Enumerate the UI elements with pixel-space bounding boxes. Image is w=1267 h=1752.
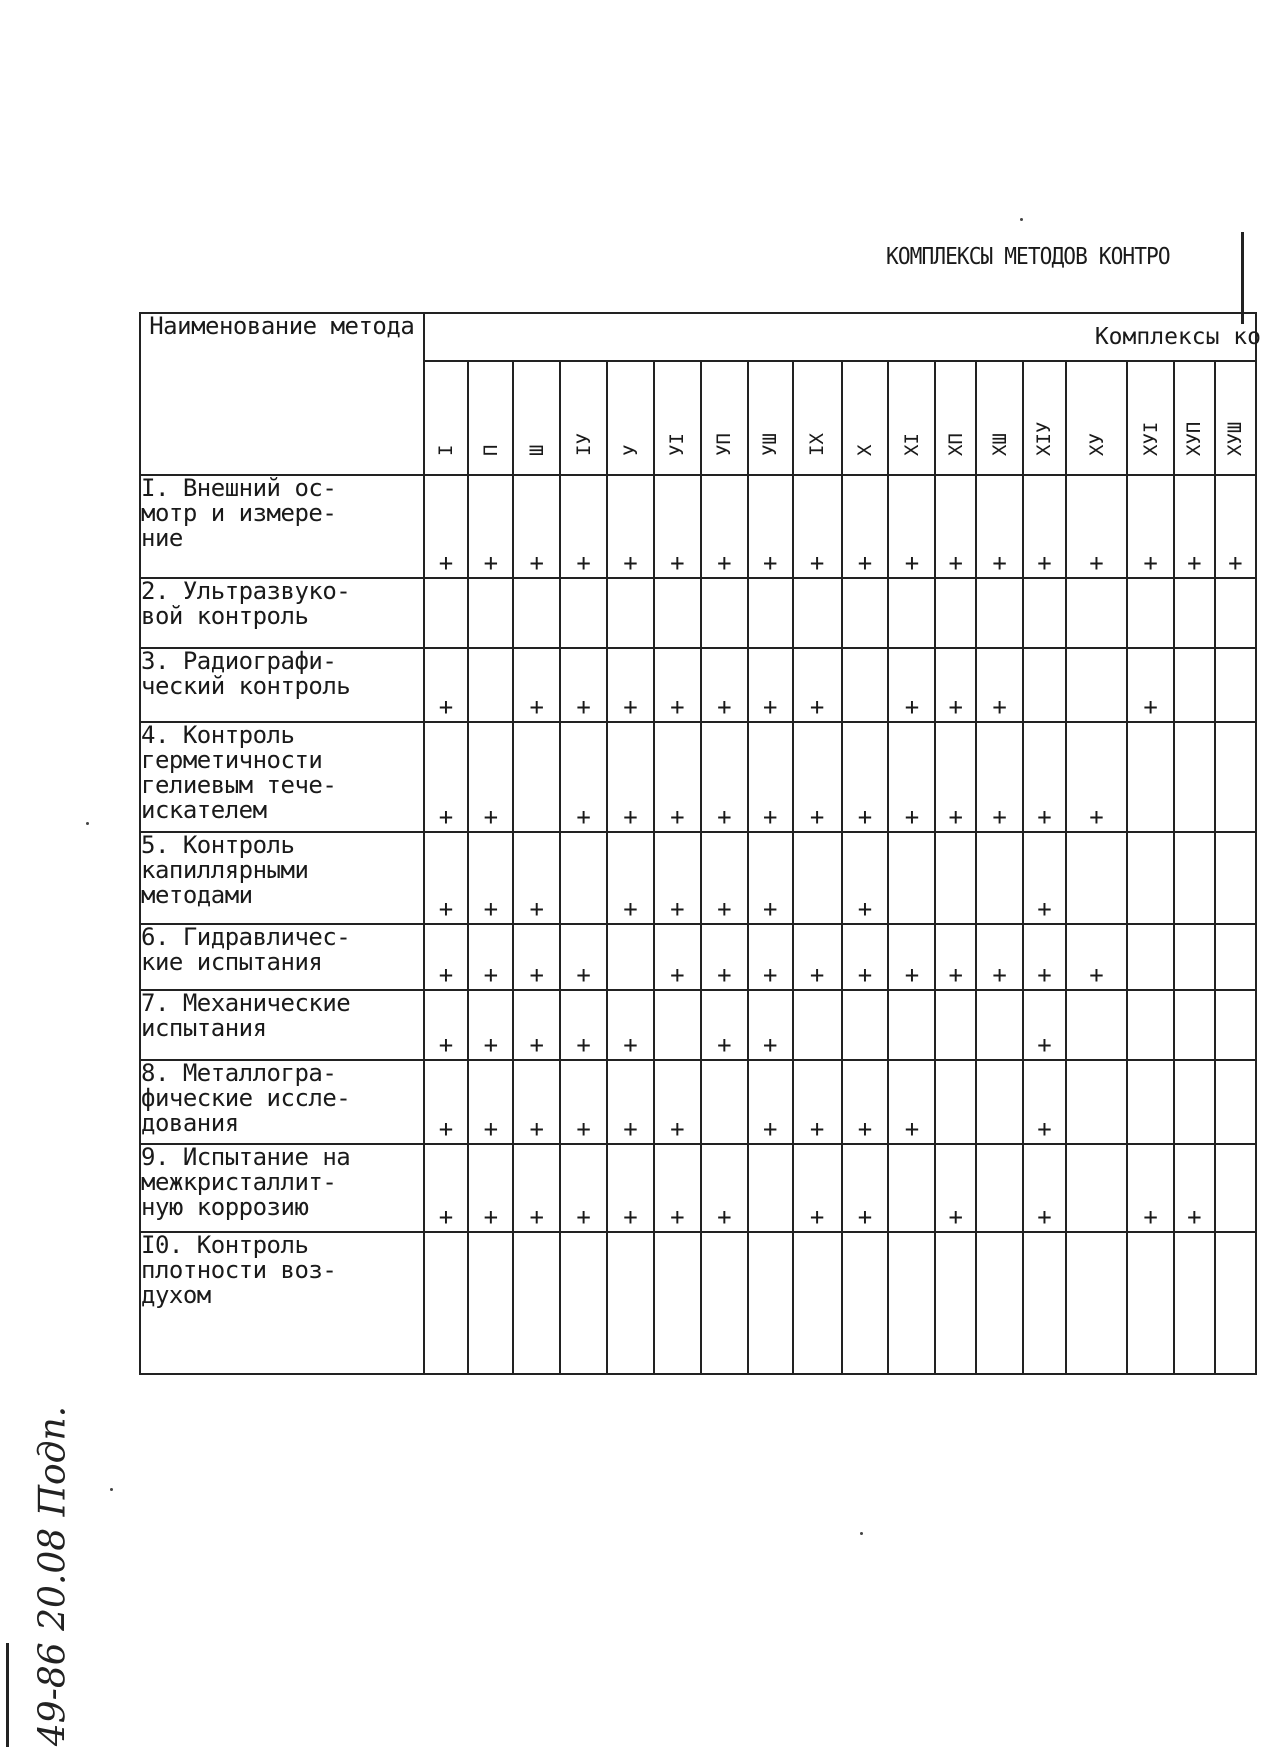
mark-cell <box>1023 648 1066 722</box>
mark-cell: + <box>424 924 469 990</box>
mark-cell: + <box>701 475 748 578</box>
mark-cell <box>1127 578 1174 648</box>
complexes-header-text: Комплексы ко <box>1094 324 1261 350</box>
mark-cell: + <box>748 722 793 832</box>
mark-cell <box>976 990 1023 1060</box>
mark-cell <box>1174 1232 1215 1374</box>
mark-cell <box>1215 832 1256 924</box>
mark-cell: + <box>424 1060 469 1144</box>
mark-cell: + <box>607 990 654 1060</box>
mark-cell: + <box>842 475 889 578</box>
mark-cell <box>654 1232 701 1374</box>
mark-cell <box>748 1232 793 1374</box>
mark-cell <box>654 990 701 1060</box>
mark-cell: + <box>424 475 469 578</box>
mark-cell: + <box>560 648 607 722</box>
mark-cell <box>976 1144 1023 1232</box>
method-name-cell: 4. Контроль герметичности гелиевым тече- искателем <box>140 722 424 832</box>
column-number-header <box>976 361 1023 475</box>
column-number-header <box>424 361 469 475</box>
mark-cell: + <box>1023 832 1066 924</box>
column-number-label: ХI <box>900 433 923 456</box>
column-number-label: I <box>434 444 457 456</box>
mark-cell <box>935 832 976 924</box>
mark-cell <box>935 1232 976 1374</box>
mark-cell <box>607 1232 654 1374</box>
table-row <box>140 648 1256 722</box>
mark-cell <box>888 1232 935 1374</box>
mark-cell <box>424 578 469 648</box>
mark-cell: + <box>468 722 513 832</box>
mark-cell: + <box>468 475 513 578</box>
mark-cell <box>468 648 513 722</box>
mark-cell: + <box>607 648 654 722</box>
mark-cell <box>748 578 793 648</box>
mark-cell: + <box>654 648 701 722</box>
column-number-header <box>513 361 560 475</box>
mark-cell <box>424 1232 469 1374</box>
mark-cell <box>935 990 976 1060</box>
mark-cell <box>976 1232 1023 1374</box>
mark-cell: + <box>748 924 793 990</box>
mark-cell: + <box>607 1144 654 1232</box>
mark-cell <box>1066 990 1127 1060</box>
column-number-header <box>560 361 607 475</box>
document-title: КОМПЛЕКСЫ МЕТОДОВ КОНТРО <box>886 244 1170 270</box>
mark-cell: + <box>468 1060 513 1144</box>
mark-cell: + <box>654 1144 701 1232</box>
methods-table <box>139 312 1261 1375</box>
mark-cell <box>607 924 654 990</box>
mark-cell: + <box>468 924 513 990</box>
mark-cell <box>1174 648 1215 722</box>
table-row <box>140 578 1256 648</box>
mark-cell <box>1127 722 1174 832</box>
column-number-label: ХУП <box>1183 421 1206 456</box>
mark-cell: + <box>793 1060 842 1144</box>
mark-cell: + <box>748 832 793 924</box>
mark-cell: + <box>654 722 701 832</box>
mark-cell <box>1127 990 1174 1060</box>
mark-cell: + <box>748 648 793 722</box>
column-number-label: Ш <box>525 444 548 456</box>
method-name-cell: 2. Ультразвуко- вой контроль <box>140 578 424 648</box>
mark-cell <box>888 1144 935 1232</box>
mark-cell <box>888 832 935 924</box>
mark-cell <box>935 1060 976 1144</box>
mark-cell <box>1066 578 1127 648</box>
mark-cell: + <box>842 832 889 924</box>
column-number-header <box>793 361 842 475</box>
mark-cell: + <box>976 648 1023 722</box>
mark-cell <box>1066 1060 1127 1144</box>
mark-cell <box>560 832 607 924</box>
mark-cell: + <box>1127 648 1174 722</box>
mark-cell <box>842 1232 889 1374</box>
mark-cell: + <box>513 924 560 990</box>
mark-cell: + <box>513 1144 560 1232</box>
column-number-label: ХIУ <box>1033 421 1056 456</box>
mark-cell: + <box>607 832 654 924</box>
column-number-header <box>842 361 889 475</box>
mark-cell <box>1215 648 1256 722</box>
table-row <box>140 990 1256 1060</box>
mark-cell <box>793 578 842 648</box>
mark-cell: + <box>424 648 469 722</box>
mark-cell <box>793 990 842 1060</box>
mark-cell <box>1174 578 1215 648</box>
table-body <box>140 475 1256 1374</box>
column-number-label: ХУШ <box>1224 421 1247 456</box>
scan-speck <box>86 822 89 825</box>
column-number-label: ХУ <box>1085 433 1108 456</box>
mark-cell: + <box>748 475 793 578</box>
mark-cell <box>1066 648 1127 722</box>
column-number-header <box>1127 361 1174 475</box>
mark-cell <box>468 1232 513 1374</box>
column-number-header <box>748 361 793 475</box>
mark-cell <box>1174 1060 1215 1144</box>
mark-cell: + <box>748 990 793 1060</box>
mark-cell <box>842 578 889 648</box>
column-number-label: IХ <box>806 433 829 456</box>
method-name-cell: 6. Гидравличес- кие испытания <box>140 924 424 990</box>
column-number-header <box>888 361 935 475</box>
mark-cell: + <box>888 924 935 990</box>
column-number-header <box>654 361 701 475</box>
mark-cell <box>1174 924 1215 990</box>
mark-cell <box>1127 1060 1174 1144</box>
mark-cell: + <box>654 832 701 924</box>
table-row <box>140 832 1256 924</box>
mark-cell: + <box>842 722 889 832</box>
mark-cell: + <box>842 924 889 990</box>
mark-cell <box>1066 1232 1127 1374</box>
mark-cell <box>513 722 560 832</box>
mark-cell: + <box>1023 1060 1066 1144</box>
mark-cell: + <box>560 1060 607 1144</box>
mark-cell: + <box>701 990 748 1060</box>
mark-cell: + <box>888 648 935 722</box>
scan-speck <box>860 1532 863 1535</box>
mark-cell <box>560 578 607 648</box>
column-number-header <box>607 361 654 475</box>
method-name-header: Наименование метода <box>140 313 424 475</box>
scan-speck <box>110 1488 113 1491</box>
mark-cell <box>888 990 935 1060</box>
mark-cell: + <box>607 475 654 578</box>
mark-cell: + <box>1127 475 1174 578</box>
mark-cell: + <box>888 722 935 832</box>
column-number-label: IУ <box>572 433 595 456</box>
mark-cell <box>793 832 842 924</box>
mark-cell: + <box>935 722 976 832</box>
mark-cell: + <box>842 1144 889 1232</box>
mark-cell <box>468 578 513 648</box>
mark-cell: + <box>976 924 1023 990</box>
mark-cell <box>1215 1144 1256 1232</box>
mark-cell <box>793 1232 842 1374</box>
mark-cell: + <box>842 1060 889 1144</box>
mark-cell <box>842 990 889 1060</box>
mark-cell <box>976 578 1023 648</box>
mark-cell: + <box>1215 475 1256 578</box>
mark-cell: + <box>1174 1144 1215 1232</box>
mark-cell <box>701 578 748 648</box>
mark-cell: + <box>1023 1144 1066 1232</box>
method-name-cell: 9. Испытание на межкристаллит- ную коррозию <box>140 1144 424 1232</box>
mark-cell: + <box>1127 1144 1174 1232</box>
mark-cell: + <box>560 475 607 578</box>
mark-cell <box>1127 1232 1174 1374</box>
column-number-label: УI <box>666 433 689 456</box>
scan-speck <box>1020 218 1023 221</box>
column-number-header <box>1023 361 1066 475</box>
table-row <box>140 1060 1256 1144</box>
column-number-header <box>468 361 513 475</box>
mark-cell: + <box>888 1060 935 1144</box>
mark-cell: + <box>701 1144 748 1232</box>
mark-cell <box>1215 990 1256 1060</box>
mark-cell: + <box>468 1144 513 1232</box>
mark-cell: + <box>654 475 701 578</box>
mark-cell <box>1127 924 1174 990</box>
mark-cell: + <box>654 1060 701 1144</box>
mark-cell: + <box>424 1144 469 1232</box>
mark-cell: + <box>935 475 976 578</box>
column-number-header <box>935 361 976 475</box>
mark-cell <box>888 578 935 648</box>
complexes-header <box>424 313 1261 361</box>
mark-cell <box>1174 832 1215 924</box>
mark-cell <box>1215 578 1256 648</box>
mark-cell: + <box>560 1144 607 1232</box>
mark-cell <box>513 578 560 648</box>
mark-cell: + <box>560 722 607 832</box>
mark-cell: + <box>607 722 654 832</box>
column-number-header <box>1215 361 1256 475</box>
mark-cell <box>935 578 976 648</box>
mark-cell: + <box>513 1060 560 1144</box>
mark-cell <box>1066 832 1127 924</box>
mark-cell <box>1174 722 1215 832</box>
mark-cell: + <box>976 722 1023 832</box>
mark-cell: + <box>793 924 842 990</box>
mark-cell <box>1215 924 1256 990</box>
mark-cell: + <box>424 722 469 832</box>
mark-cell: + <box>976 475 1023 578</box>
table-row <box>140 1232 1256 1374</box>
mark-cell: + <box>701 924 748 990</box>
method-name-cell: 3. Радиографи- ческий контроль <box>140 648 424 722</box>
mark-cell: + <box>1066 722 1127 832</box>
mark-cell: + <box>424 832 469 924</box>
mark-cell: + <box>1023 475 1066 578</box>
column-number-header <box>1174 361 1215 475</box>
mark-cell: + <box>1066 924 1127 990</box>
column-number-header <box>701 361 748 475</box>
method-name-cell: I0. Контроль плотности воз- духом <box>140 1232 424 1374</box>
mark-cell: + <box>701 832 748 924</box>
mark-cell: + <box>701 648 748 722</box>
table-row <box>140 475 1256 578</box>
mark-cell: + <box>1174 475 1215 578</box>
mark-cell: + <box>935 924 976 990</box>
mark-cell <box>1023 578 1066 648</box>
mark-cell: + <box>468 832 513 924</box>
table-row <box>140 722 1256 832</box>
mark-cell: + <box>888 475 935 578</box>
mark-cell: + <box>793 722 842 832</box>
mark-cell <box>560 1232 607 1374</box>
mark-cell: + <box>654 924 701 990</box>
mark-cell <box>607 578 654 648</box>
mark-cell <box>654 578 701 648</box>
mark-cell: + <box>793 648 842 722</box>
column-number-label: УШ <box>759 433 782 456</box>
mark-cell <box>1023 1232 1066 1374</box>
method-name-cell: I. Внешний ос- мотр и измере- ние <box>140 475 424 578</box>
handwritten-note-text: 49-86 20.08 Подп. <box>32 1405 74 1747</box>
table-row <box>140 1144 1256 1232</box>
column-number-label: УП <box>713 433 736 456</box>
method-name-cell: 7. Механические испытания <box>140 990 424 1060</box>
handwritten-underline <box>6 1643 9 1747</box>
mark-cell: + <box>793 1144 842 1232</box>
column-number-label: У <box>619 444 642 456</box>
mark-cell: + <box>513 832 560 924</box>
mark-cell: + <box>748 1060 793 1144</box>
mark-cell: + <box>1066 475 1127 578</box>
mark-cell: + <box>424 990 469 1060</box>
table-row <box>140 924 1256 990</box>
mark-cell: + <box>701 722 748 832</box>
mark-cell: + <box>513 990 560 1060</box>
mark-cell <box>1215 1060 1256 1144</box>
mark-cell: + <box>1023 924 1066 990</box>
method-name-cell: 5. Контроль капиллярными методами <box>140 832 424 924</box>
method-name-cell: 8. Металлогра- фические иссле- дования <box>140 1060 424 1144</box>
column-number-label: ХП <box>944 433 967 456</box>
mark-cell <box>1066 1144 1127 1232</box>
column-number-label: ХШ <box>988 433 1011 456</box>
mark-cell <box>1174 990 1215 1060</box>
mark-cell: + <box>513 648 560 722</box>
mark-cell: + <box>513 475 560 578</box>
column-number-label: П <box>479 444 502 456</box>
mark-cell: + <box>607 1060 654 1144</box>
mark-cell: + <box>793 475 842 578</box>
mark-cell <box>748 1144 793 1232</box>
table-header-row <box>140 313 1256 361</box>
mark-cell <box>976 1060 1023 1144</box>
mark-cell: + <box>560 924 607 990</box>
mark-cell <box>1127 832 1174 924</box>
handwritten-note <box>22 1400 84 1752</box>
column-number-label: Х <box>854 444 877 456</box>
mark-cell: + <box>1023 722 1066 832</box>
mark-cell: + <box>1023 990 1066 1060</box>
mark-cell: + <box>935 648 976 722</box>
column-number-label: ХУI <box>1139 421 1162 456</box>
mark-cell <box>701 1232 748 1374</box>
mark-cell <box>701 1060 748 1144</box>
mark-cell <box>1215 722 1256 832</box>
column-number-header <box>1066 361 1127 475</box>
mark-cell <box>842 648 889 722</box>
mark-cell <box>513 1232 560 1374</box>
mark-cell: + <box>468 990 513 1060</box>
mark-cell <box>976 832 1023 924</box>
mark-cell: + <box>935 1144 976 1232</box>
mark-cell <box>1215 1232 1256 1374</box>
mark-cell: + <box>560 990 607 1060</box>
